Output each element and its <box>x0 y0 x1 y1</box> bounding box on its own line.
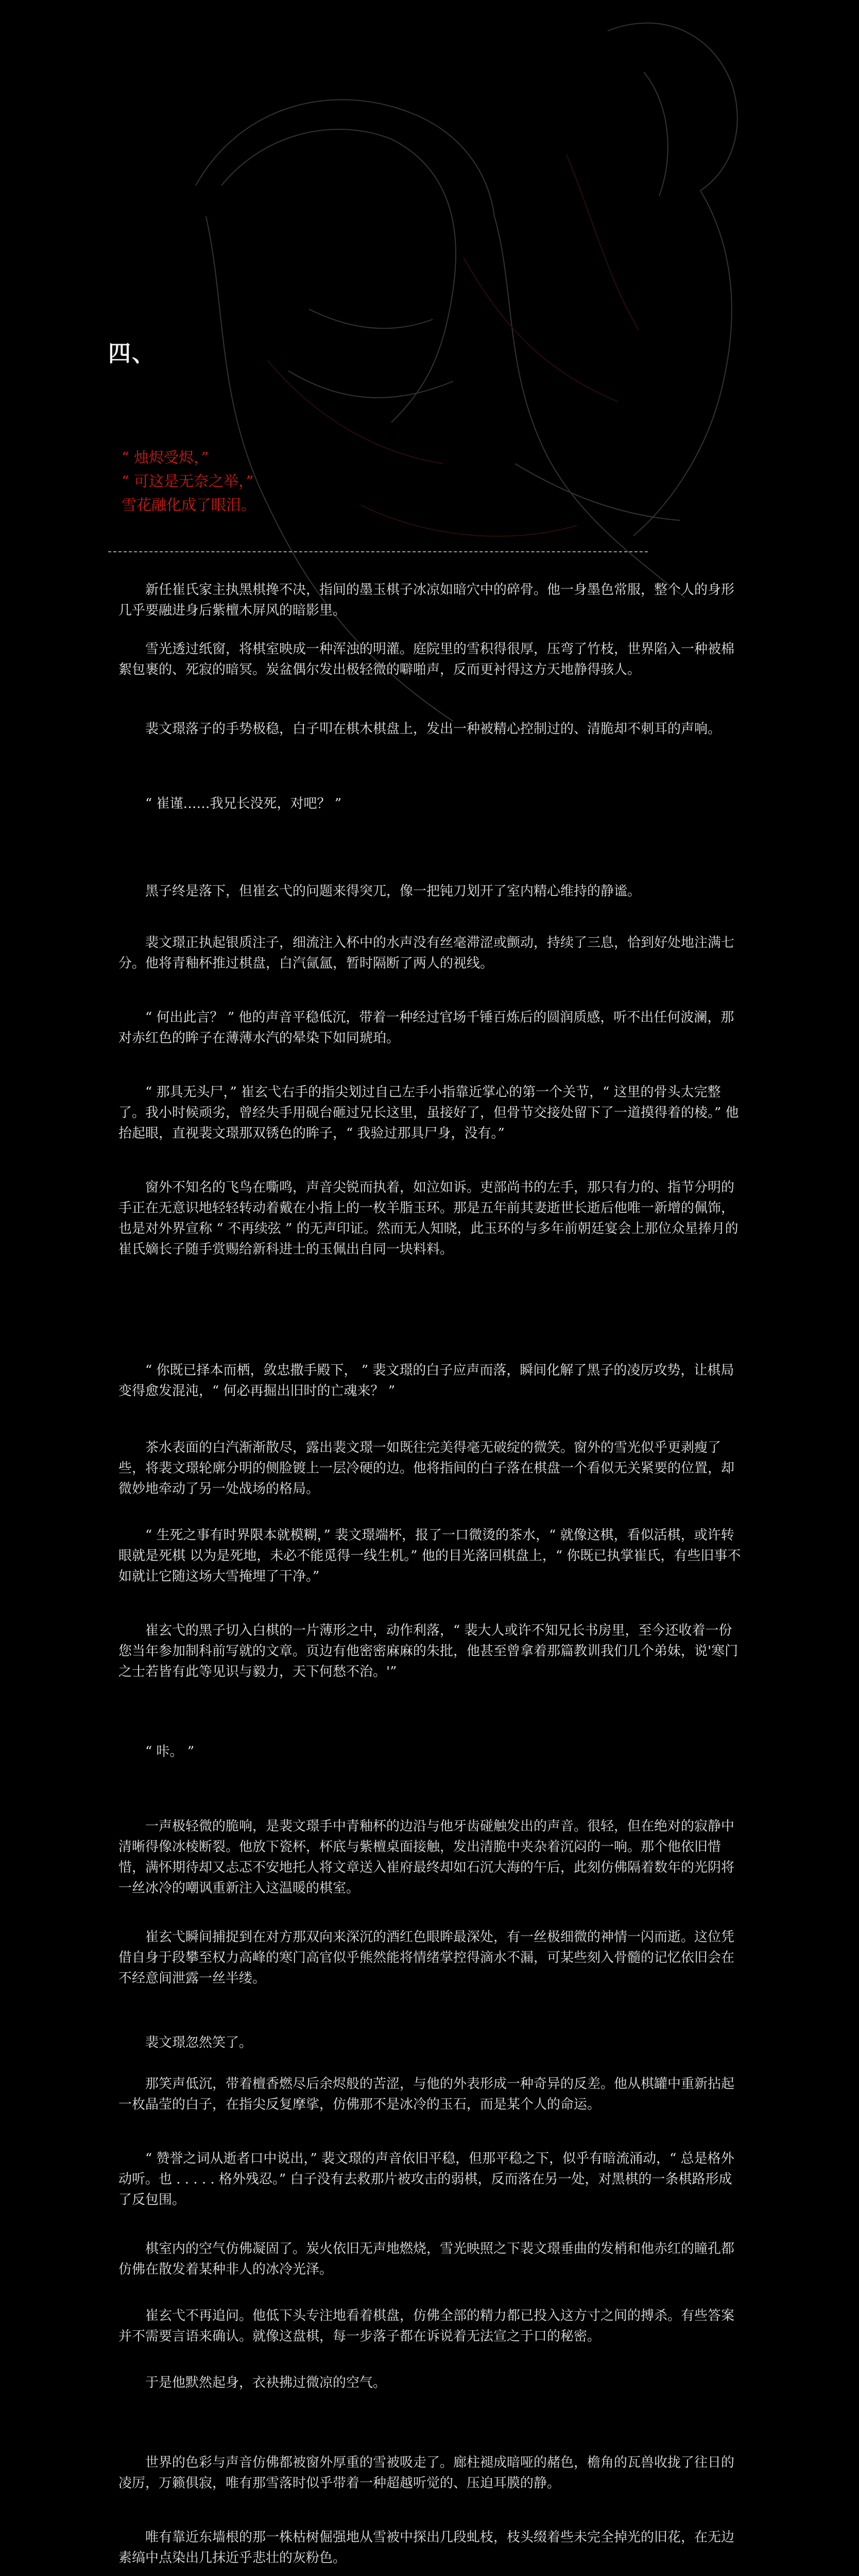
paragraph: 裴文璟正执起银质注子，细流注入杯中的水声没有丝毫滞涩或颤动，持续了三息，恰到好处地注满七分。他将青釉杯推过棋盘，白汽氤氲，暂时隔断了两人的视线。 <box>118 935 735 971</box>
poem-line: “ 可这是无奈之举，” <box>122 472 254 490</box>
epigraph-poem <box>122 446 256 517</box>
paragraph: 棋室内的空气仿佛凝固了。炭火依旧无声地燃烧，雪光映照之下裴文璟垂曲的发梢和他赤红的瞳孔都仿佛在散发着某种非人的冰冷光泽。 <box>118 2241 735 2277</box>
paragraph: 雪光透过纸窗，将棋室映成一种浑浊的明灌。庭院里的雪积得很厚，压弯了竹枝，世界陷入一种被棉絮包裹的、死寂的暗冥。炭盆偶尔发出极轻微的噼啪声，反而更衬得这方天地静得骇人。 <box>118 641 735 677</box>
dialogue-paragraph: “ 你既已择本而栖，敛忠撒手殿下， ” 裴文璟的白子应声而落，瞬间化解了黑子的凌厉攻势，让棋局变得愈发混沌，“ 何必再掘出旧时的亡魂来？ ” <box>118 1363 734 1399</box>
dialogue-paragraph: “ 崔谨……我兄长没死，对吧？ ” <box>145 796 342 811</box>
dialogue-paragraph: “ 生死之事有时界限本就模糊，” 裴文璟端杯，报了一口微烫的茶水，“ 就像这棋，看似活棋，或许转眼就是死棋 以为是死地，未必不能觅得一线生机。” 他的目光落回棋盘上，“ 你既已执掌崔氏，有些旧事不如就让它随这场大雪掩埋了干净。” <box>118 1528 741 1584</box>
paragraph: 窗外不知名的飞鸟在嘶鸣，声音尖锐而执着，如泣如诉。吏部尚书的左手，那只有力的、指节分明的手正在无意识地轻轻转动着戴在小指上的一枚羊脂玉环。那是五年前其妻逝世长逝后他唯一新增的佩饰，也是对外界宣称 “ 不再续弦 ” 的无声印证。然而无人知晓，此玉环的与多年前朝廷宴会上那位众星捧月的崔氏嫡长子随手赏赐给新科进士的玉佩出自同一块料料。 <box>118 1180 738 1257</box>
paragraph: 那笑声低沉，带着檀香燃尽后余烬般的苦涩，与他的外表形成一种奇异的反差。他从棋罐中重新拈起一枚晶莹的白子，在指尖反复摩挲，仿佛那不是冰冷的玉石，而是某个人的命运。 <box>118 2076 735 2112</box>
paragraph: 于是他默然起身，衣袂拂过微凉的空气。 <box>145 2375 387 2391</box>
poem-line: “ 烛烬受烬，” <box>122 449 209 466</box>
paragraph: 一声极轻微的脆响，是裴文璟手中青釉杯的边沿与他牙齿碰触发出的声音。很轻，但在绝对的寂静中清晰得像冰棱断裂。他放下瓷杯，杯底与紫檀桌面接触，发出清脆中夹杂着沉闷的一响。那个他依旧惜惜，满怀期待却又忐忑不安地托人将文章送入崔府最终却如石沉大海的午后，此刻仿佛隔着数年的光阴将一丝冰冷的嘲讽重新注入这温暖的棋室。 <box>118 1819 735 1896</box>
dialogue-paragraph: 崔玄弋的黑子切入白棋的一片薄形之中，动作利落，“ 裴大人或许不知兄长书房里，至今还收着一份您当年参加制科前写就的文章。页边有他密密麻麻的朱批，他甚至曾拿着那篇教训我们几个弟妹，说'寒门之士若皆有此等见识与毅力，天下何愁不治。'” <box>118 1623 738 1680</box>
dialogue-paragraph: “ 何出此言？ ” 他的声音平稳低沉，带着一种经过官场千锤百炼后的圆润质感，听不出任何波澜，那对赤红色的眸子在薄薄水汽的晕染下如同琥珀。 <box>118 1010 734 1046</box>
paragraph: 崔玄弋不再追问。他低下头专注地看着棋盘，仿佛全部的精力都已投入这方寸之间的搏杀。有些答案并不需要言语来确认。就像这盘棋，每一步落子都在诉说着无法宣之于口的秘密。 <box>118 2308 735 2344</box>
section-divider <box>108 551 648 552</box>
chapter-title: 四、 <box>108 341 156 367</box>
dialogue-paragraph: “ 咔。 ” <box>145 1744 195 1759</box>
dialogue-paragraph: “ 赞誉之词从逝者口中说出，” 裴文璟的声音依旧平稳，但那平稳之下，似乎有暗流涌动，“ 总是格外动听。也 . . . . . 格外残忍。” 白子没有去救那片被攻击的弱棋，反而落在另一处，对黑棋的一条棋路形成了反包围。 <box>118 2151 734 2208</box>
paragraph: 黑子终是落下，但崔玄弋的问题来得突兀，像一把钝刀划开了室内精心维持的静谧。 <box>145 884 641 899</box>
poem-line: 雪花融化成了眼泪。 <box>122 496 256 514</box>
paragraph: 裴文璟落子的手势极稳，白子叩在棋木棋盘上，发出一种被精心控制过的、清脆却不刺耳的声响。 <box>145 721 721 737</box>
paragraph: 茶水表面的白汽渐渐散尽，露出裴文璟一如既往完美得毫无破绽的微笑。窗外的雪光似乎更剥瘦了些，将裴文璟轮廓分明的侧脸镀上一层冷硬的边。他将指间的白子落在棋盘一个看似无关紧要的位置，却微妙地牵动了另一处战场的格局。 <box>118 1440 735 1497</box>
dialogue-paragraph: “ 那具无头尸，” 崔玄弋右手的指尖划过自己左手小指靠近掌心的第一个关节，“ 这里的骨头太完整了。我小时候顽劣，曾经失手用砚台砸过兄长这里，虽接好了，但骨节交接处留下了一道摸得着的棱。” 他抬起眼，直视裴文璟那双锈色的眸子，“ 我验过那具尸身，没有。” <box>118 1084 739 1141</box>
paragraph: 唯有靠近东墙根的那一株枯树倔强地从雪被中探出几段虬枝，枝头缀着些未完全掉光的旧花，在无边素缟中点染出几抹近乎悲壮的灰粉色。 <box>118 2530 735 2566</box>
paragraph: 裴文璟忽然笑了。 <box>145 2035 253 2050</box>
paragraph: 新任崔氏家主执黑棋搀不决，指间的墨玉棋子冰凉如暗穴中的碎骨。他一身墨色常服，整个人的身形几乎要融进身后紫檀木屏风的暗影里。 <box>118 582 735 618</box>
paragraph: 崔玄弋瞬间捕捉到在对方那双向来深沉的酒红色眼眸最深处，有一丝极细微的神情一闪而逝。这位凭借自身于段攀至权力高峰的寒门高官似乎熊然能将情绪掌控得滴水不漏，可某些刻入骨髓的记忆依旧会在不经意间泄露一丝半缕。 <box>118 1929 735 1986</box>
paragraph: 世界的色彩与声音仿佛都被窗外厚重的雪被吸走了。廊柱褪成暗哑的赭色，檐角的瓦兽收拢了往日的凌厉，万籁俱寂，唯有那雪落时似乎带着一种超越听觉的、压迫耳膜的静。 <box>118 2455 735 2491</box>
